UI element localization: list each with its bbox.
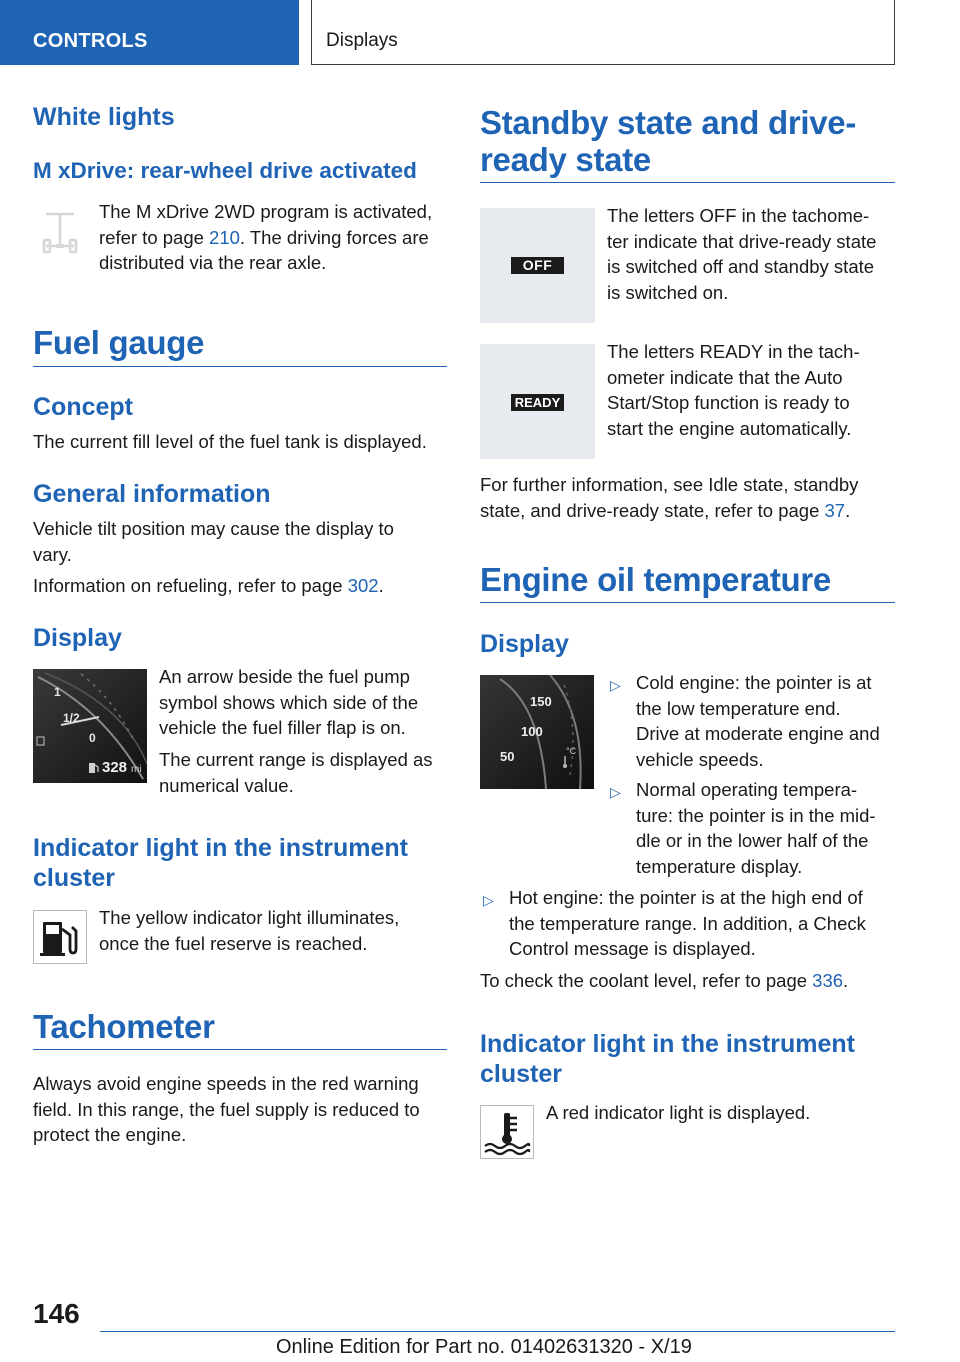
- fuel-pump-icon: [88, 761, 100, 773]
- gauge-label: 150: [530, 694, 552, 709]
- tilt-paragraph: Vehicle tilt position may cause the display to vary.: [33, 518, 394, 565]
- display-heading: Display: [33, 624, 122, 652]
- ready-label: READY: [511, 394, 564, 411]
- oil-indicator-paragraph: A red indicator light is displayed.: [546, 1102, 811, 1123]
- further-info-paragraph: For further information, see Idle state, standby state, and drive-ready state, refer to page 37.: [480, 474, 859, 521]
- section-rule: [33, 1049, 447, 1050]
- tachometer-heading: Tachometer: [33, 1008, 215, 1045]
- off-display-image: [480, 208, 595, 323]
- off-label: OFF: [511, 257, 564, 274]
- header-section-tab: [0, 0, 299, 65]
- gauge-label: 1/2: [63, 711, 80, 725]
- oil-temperature-gauge-image: [480, 675, 594, 789]
- page-ref-link[interactable]: 336: [812, 970, 844, 991]
- bullet-cold-engine: Cold engine: the pointer is at the low temperature end. Drive at moderate engine and vehicle speeds.: [636, 672, 880, 770]
- footer-edition: Online Edition for Part no. 01402631320 - X/19: [276, 1336, 692, 1358]
- off-paragraph: The letters OFF in the tachome- ter indicate that drive-ready state is switched off and standby state is switched on.: [607, 205, 877, 303]
- header-chapter-label: Displays: [326, 30, 398, 51]
- fuel-gauge-heading: Fuel gauge: [33, 324, 205, 361]
- xdrive-subheading: M xDrive: rear-wheel drive activated: [33, 158, 417, 183]
- oil-temp-small-icon: [560, 755, 570, 769]
- display-paragraph-arrow: An arrow beside the fuel pump symbol shows which side of the vehicle the fuel filler flap is on.: [159, 666, 419, 738]
- fuel-indicator-paragraph: The yellow indicator light illuminates, once the fuel reserve is reached.: [99, 907, 400, 954]
- section-rule: [33, 366, 447, 367]
- oil-display-heading: Display: [480, 630, 569, 658]
- rear-wheel-drive-icon: [40, 210, 80, 254]
- engine-oil-heading: Engine oil temperature: [480, 561, 831, 598]
- bullet-triangle-icon: ▷: [610, 784, 621, 800]
- concept-heading: Concept: [33, 393, 133, 421]
- gauge-label: 50: [500, 749, 515, 764]
- ready-paragraph: The letters READY in the tach- ometer indicate that the Auto Start/Stop function is ready to start the engine automatically.: [607, 341, 860, 439]
- gauge-label: 100: [521, 724, 543, 739]
- coolant-paragraph: To check the coolant level, refer to page 336.: [480, 970, 849, 991]
- xdrive-paragraph: The M xDrive 2WD program is activated, refer to page 210. The driving forces are distributed via the rear axle.: [99, 201, 433, 273]
- general-information-heading: General information: [33, 480, 271, 508]
- concept-paragraph: The current fill level of the fuel tank is displayed.: [33, 431, 427, 452]
- bullet-normal-engine: Normal operating tempera- ture: the pointer is in the mid- dle or in the lower half of the temperature display.: [636, 779, 876, 877]
- footer-rule: [100, 1331, 895, 1332]
- coolant-temperature-icon: [480, 1105, 534, 1159]
- celsius-unit: °C: [566, 746, 577, 756]
- fuel-reserve-icon: [33, 910, 87, 964]
- refuel-paragraph: Information on refueling, refer to page 302.: [33, 575, 384, 596]
- header-section-label: CONTROLS: [33, 30, 148, 52]
- range-value: 328: [102, 759, 128, 776]
- ready-display-image: [480, 344, 595, 459]
- page-ref-link[interactable]: 302: [347, 575, 379, 596]
- section-rule: [480, 602, 895, 603]
- page-ref-link[interactable]: 210: [209, 226, 240, 248]
- page-number: 146: [33, 1298, 80, 1329]
- page-ref-link[interactable]: 37: [824, 499, 846, 521]
- bullet-triangle-icon: ▷: [610, 677, 621, 693]
- gauge-label: 1: [54, 685, 61, 699]
- fuel-indicator-heading: Indicator light in the instrument cluster: [33, 834, 408, 892]
- bullet-triangle-icon: ▷: [483, 892, 494, 908]
- display-paragraph-range: The current range is displayed as numerical value.: [159, 749, 433, 796]
- standby-heading: Standby state and drive- ready state: [480, 104, 857, 178]
- oil-indicator-heading: Indicator light in the instrument cluster: [480, 1030, 855, 1088]
- fuel-gauge-image: [33, 669, 147, 783]
- tachometer-paragraph: Always avoid engine speeds in the red warning field. In this range, the fuel supply is reduced to protect the engine.: [33, 1073, 420, 1145]
- range-unit: mi: [131, 764, 142, 775]
- gauge-label: 0: [89, 731, 96, 745]
- bullet-hot-engine: Hot engine: the pointer is at the high end of the temperature range. In addition, a Check Control message is displayed.: [509, 887, 866, 959]
- white-lights-heading: White lights: [33, 103, 175, 131]
- header-chapter-box: [311, 0, 895, 65]
- section-rule: [480, 182, 895, 183]
